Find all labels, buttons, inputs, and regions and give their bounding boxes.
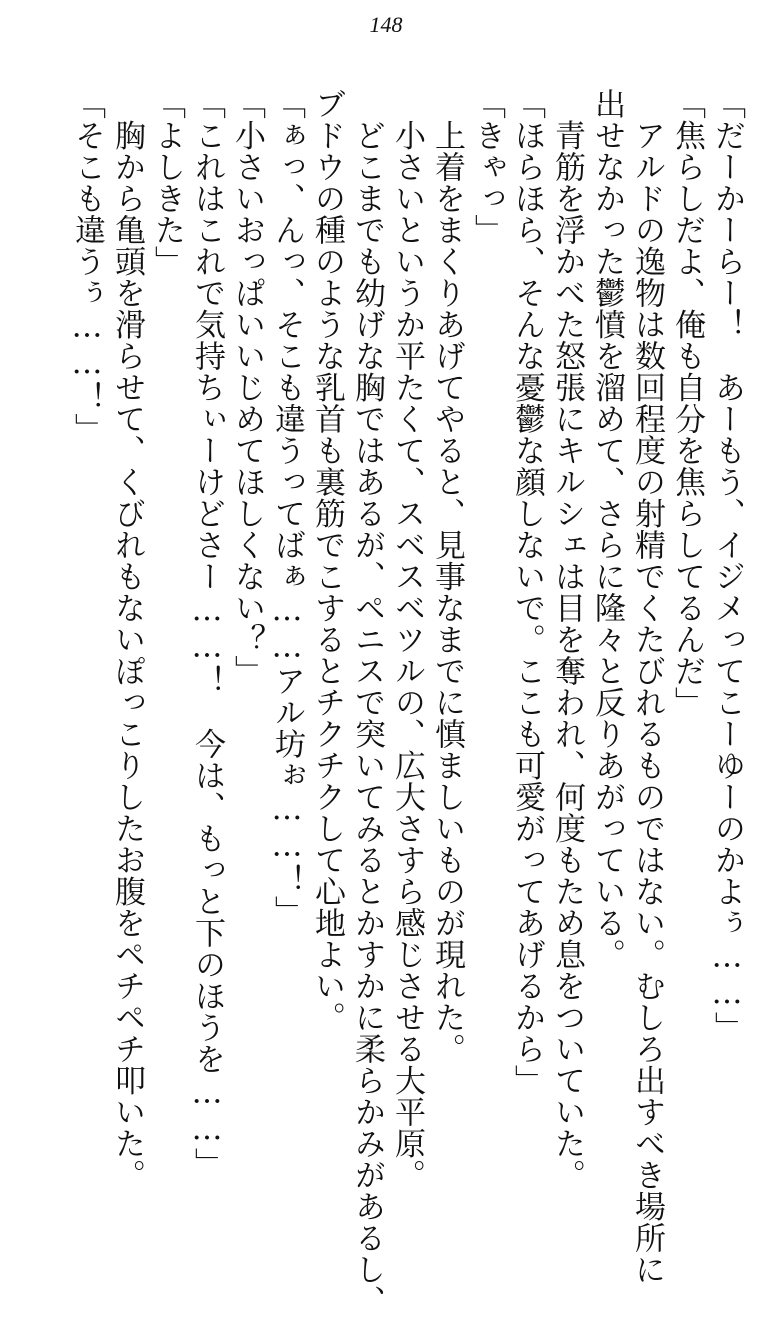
- vertical-text-body: [69, 88, 745, 1317]
- text-line: 「よしきた」: [149, 88, 185, 277]
- text-line: 「だーかーらー！ あーもう、イジメってこーゆーのかよぅ……」: [709, 88, 745, 1043]
- text-line: 「焦らしだよ、俺も自分を焦らしてるんだ」: [669, 88, 705, 718]
- text-line: 「ほらほら、そんな憂鬱な顔しないで。ここも可愛がってあげるから」: [509, 88, 545, 1096]
- text-line: 胸から亀頭を滑らせて、くびれもないぽっこりしたお腹をペチペチ叩いた。: [109, 88, 145, 1191]
- page-number: 148: [369, 12, 403, 37]
- text-line: どこまでも幼げな胸ではあるが、ペニスで突いてみるとかすかに柔らかみがあるし、: [349, 88, 385, 1317]
- text-line: 青筋を浮かべた怒張にキルシェは目を奪われ、何度もため息をついていた。: [549, 88, 585, 1191]
- text-line: 上着をまくりあげてやると、見事なまでに慎ましいものが現れた。: [429, 88, 465, 1065]
- text-line: 「ぁっ、んっ、そこも違うってばぁ……アル坊ぉ……！」: [269, 88, 305, 927]
- text-line: ブドウの種のような乳首も裏筋でこするとチクチクして心地よい。: [309, 88, 345, 1033]
- text-line: 出せなかった鬱憤を溜めて、さらに隆々と反りあがっている。: [589, 88, 625, 970]
- text-line: 「小さいおっぱいいじめてほしくない？」: [229, 88, 265, 687]
- text-line: アルドの逸物は数回程度の射精でくたびれるものではない。むしろ出すべき場所に: [629, 88, 665, 1285]
- text-line: 「そこも違うぅ……！」: [69, 88, 105, 445]
- text-line: 「きゃっ」: [469, 88, 505, 246]
- text-line: 「これはこれで気持ちぃーけどさー……！ 今は、もっと下のほうを……」: [189, 88, 225, 1179]
- text-line: 小さいというか平たくて、スベスベツルの、広大さすら感じさせる大平原。: [389, 88, 425, 1191]
